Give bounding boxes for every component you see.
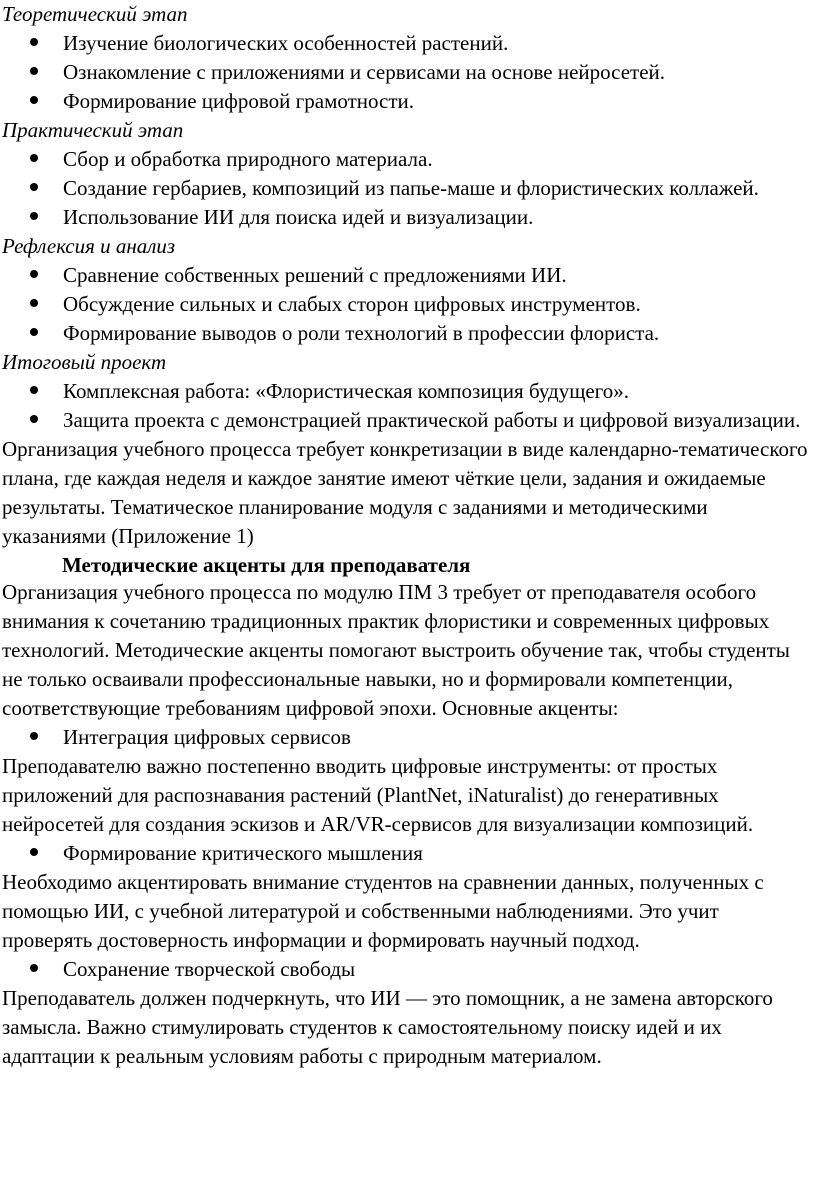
bullet-icon [27, 377, 41, 406]
bullet-icon [27, 290, 41, 319]
bullet-icon [27, 29, 41, 58]
accent-bullet: Сохранение творческой свободы [0, 955, 803, 984]
list-item: Изучение биологических особенностей растений. [0, 29, 803, 58]
bullet-icon [27, 203, 41, 232]
reflection-list [0, 261, 816, 348]
organization-paragraph: Организация учебного процесса требует конкретизации в виде календарно-тематического плана, где каждая неделя и каждое занятие имеют чёткие цели, задания и ожидаемые результаты. Тематическое планирование модуля с заданиями и методическими указаниями (Приложение 1) [2, 437, 808, 548]
accent-list-1 [0, 723, 816, 752]
list-item: Использование ИИ для поиска идей и визуализации. [0, 203, 803, 232]
accent-paragraph: Преподавателю важно постепенно вводить цифровые инструменты: от простых приложений для распознавания растений (PlantNet, iNaturalist) до генеративных нейросетей для создания эскизов и AR/VR-сервисов для визуализации композиций. [2, 754, 754, 836]
list-item: Создание гербариев, композиций из папье-маше и флористических коллажей. [0, 174, 803, 203]
accent-paragraph: Преподаватель должен подчеркнуть, что ИИ — это помощник, а не замена авторского замысла. Важно стимулировать студентов к самостоятельному поиску идей и их адаптации к реальным условиям работы с природным материалом. [2, 986, 773, 1068]
accent-list-2 [0, 839, 816, 868]
bullet-icon [27, 406, 41, 435]
stage-heading-reflection: Рефлексия и анализ [2, 234, 176, 258]
accent-bullet: Формирование критического мышления [0, 839, 803, 868]
list-item: Комплексная работа: «Флористическая композиция будущего». [0, 377, 803, 406]
list-item: Сбор и обработка природного материала. [0, 145, 803, 174]
accent-bullet: Интеграция цифровых сервисов [0, 723, 803, 752]
bullet-icon [27, 261, 41, 290]
bullet-icon [27, 955, 41, 984]
bullet-icon [27, 839, 41, 868]
list-item: Защита проекта с демонстрацией практической работы и цифровой визуализации. [0, 406, 803, 435]
stage-heading-theory: Теоретический этап [2, 2, 188, 26]
bullet-icon [27, 145, 41, 174]
list-item: Обсуждение сильных и слабых сторон цифровых инструментов. [0, 290, 803, 319]
list-item: Формирование цифровой грамотности. [0, 87, 803, 116]
bullet-icon [27, 174, 41, 203]
stage-heading-practice: Практический этап [2, 118, 184, 142]
bullet-icon [27, 58, 41, 87]
bullet-icon [27, 87, 41, 116]
practice-list [0, 145, 816, 232]
section-title: Методические акценты для преподавателя [62, 553, 471, 577]
bullet-icon [27, 723, 41, 752]
accent-list-3 [0, 955, 816, 984]
list-item: Формирование выводов о роли технологий в профессии флориста. [0, 319, 803, 348]
accent-paragraph: Необходимо акцентировать внимание студентов на сравнении данных, полученных с помощью ИИ, с учебной литературой и собственными наблюдениями. Это учит проверять достоверность информации и формировать научный подход. [2, 870, 764, 952]
list-item: Сравнение собственных решений с предложениями ИИ. [0, 261, 803, 290]
theory-list [0, 29, 816, 116]
stage-heading-final-project: Итоговый проект [2, 350, 167, 374]
final-project-list [0, 377, 816, 435]
bullet-icon [27, 319, 41, 348]
list-item: Ознакомление с приложениями и сервисами на основе нейросетей. [0, 58, 803, 87]
intro-paragraph: Организация учебного процесса по модулю ПМ 3 требует от преподавателя особого внимания к сочетанию традиционных практик флористики и современных цифровых технологий. Методические акценты помогают выстроить обучение так, чтобы студенты не только осваивали профессиональные навыки, но и формировали компетенции, соответствующие требованиям цифровой эпохи. Основные акценты: [2, 580, 790, 720]
